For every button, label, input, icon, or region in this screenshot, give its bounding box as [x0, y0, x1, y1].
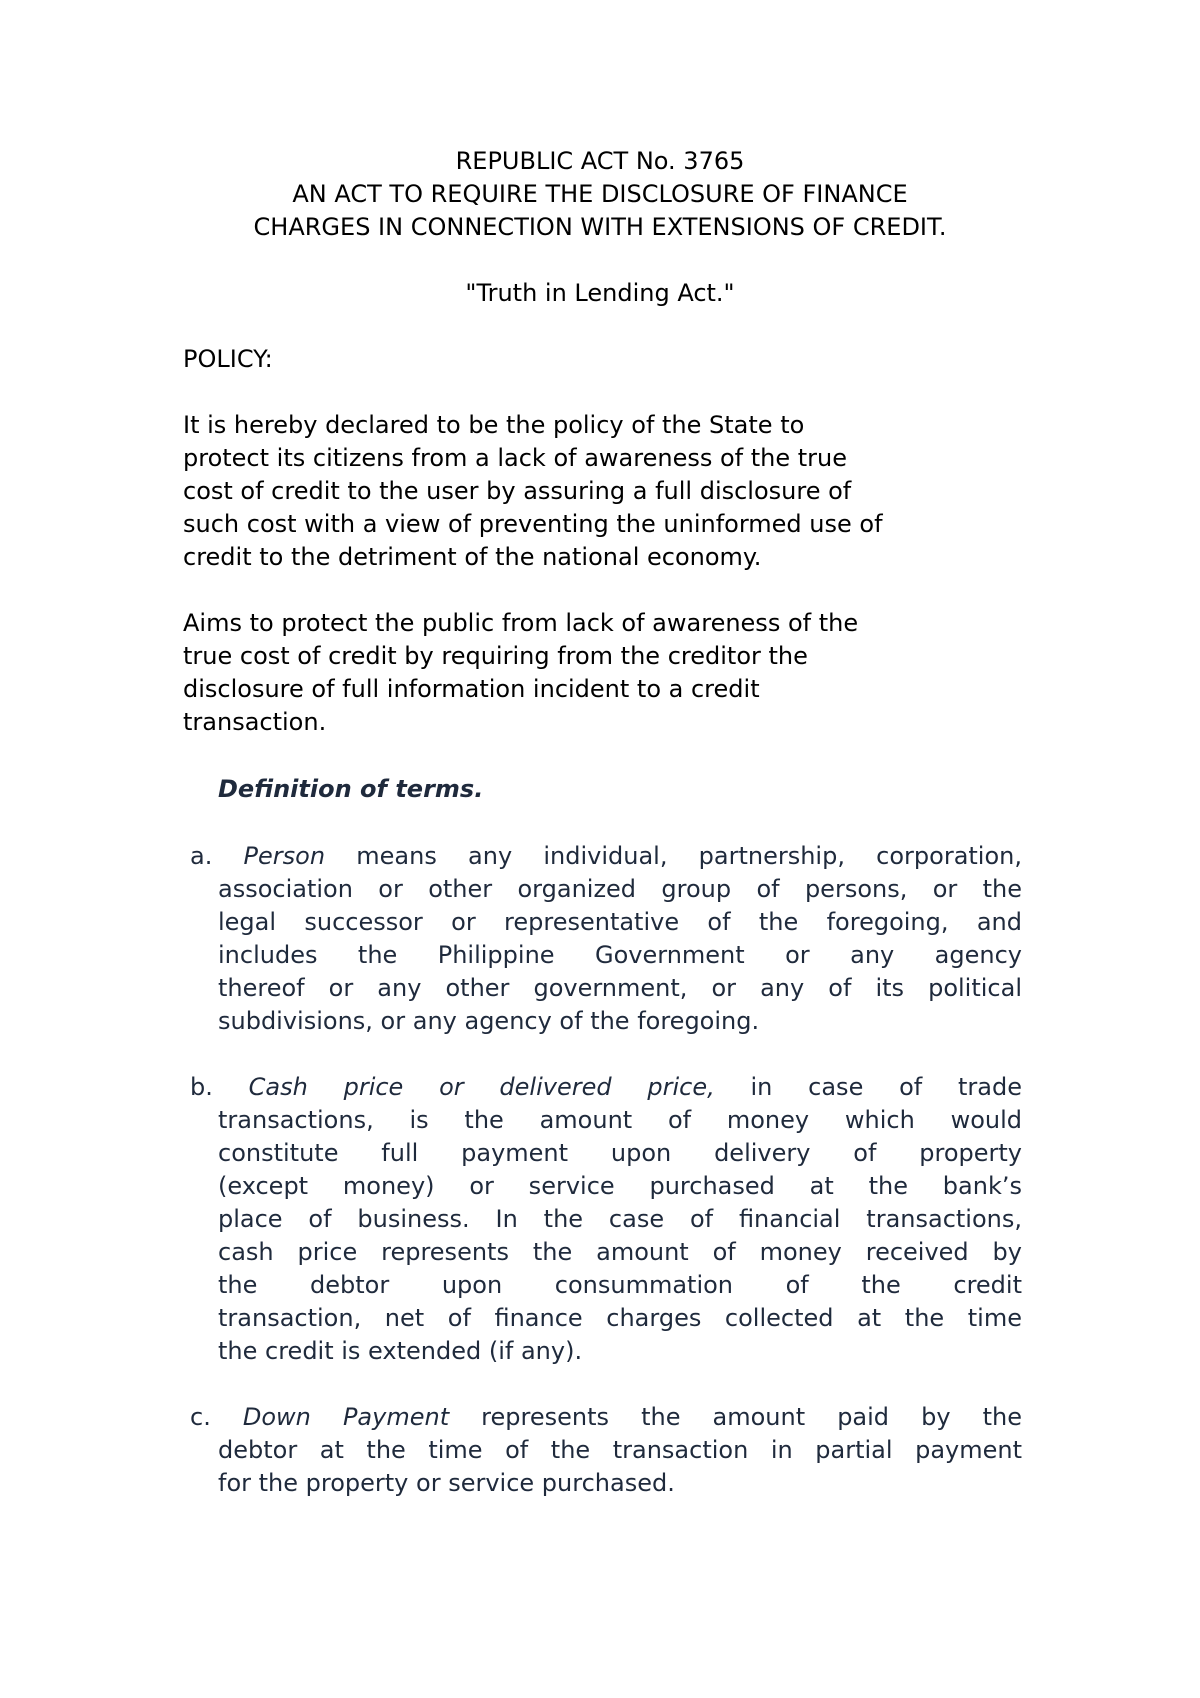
paragraph-line: cost of credit to the user by assuring a full disclosure of [183, 477, 852, 505]
definition-item-cash-price [190, 1071, 1022, 1368]
definition-line: the debtor upon consummation of the credit [218, 1271, 1022, 1299]
definition-first-line [190, 1401, 1022, 1434]
definition-text: represents the amount paid by the [449, 1403, 1022, 1431]
paragraph-line: disclosure of full information incident to a credit [183, 675, 760, 703]
paragraph-line: true cost of credit by requiring from the creditor the [183, 642, 808, 670]
act-number: REPUBLIC ACT No. 3765 [455, 147, 745, 175]
list-marker: b. [190, 1073, 249, 1101]
act-title-line-1: AN ACT TO REQUIRE THE DISCLOSURE OF FINANCE [292, 180, 908, 208]
definition-line: thereof or any other government, or any of its political [218, 974, 1022, 1002]
paragraph-line: credit to the detriment of the national economy. [183, 543, 762, 571]
aims-paragraph [183, 607, 1023, 739]
list-marker: a. [190, 842, 244, 870]
definition-line: association or other organized group of persons, or the [218, 875, 1022, 903]
paragraph-line: transaction. [183, 708, 327, 736]
definition-text: in case of trade [714, 1073, 1022, 1101]
definitions-heading: Definition of terms. [218, 775, 484, 803]
defined-term: Down Payment [242, 1403, 450, 1431]
paragraph-line: such cost with a view of preventing the uninformed use of [183, 510, 883, 538]
list-marker: c. [190, 1403, 243, 1431]
act-title-line-2: CHARGES IN CONNECTION WITH EXTENSIONS OF CREDIT. [253, 213, 947, 241]
definition-line: cash price represents the amount of money received by [218, 1238, 1022, 1266]
paragraph-line: Aims to protect the public from lack of awareness of the [183, 609, 859, 637]
definition-first-line [190, 1071, 1022, 1104]
definition-line: includes the Philippine Government or any agency [218, 941, 1022, 969]
paragraph-line: protect its citizens from a lack of awareness of the true [183, 444, 847, 472]
definition-line: transaction, net of finance charges collected at the time [218, 1304, 1022, 1332]
definition-item-person [190, 840, 1022, 1038]
definition-line: subdivisions, or any agency of the foregoing. [218, 1007, 760, 1035]
defined-term: Person [243, 842, 326, 870]
defined-term: Cash price or delivered price, [248, 1073, 715, 1101]
definition-item-down-payment [190, 1401, 1022, 1500]
definition-text: means any individual, partnership, corporation, [325, 842, 1022, 870]
short-title: "Truth in Lending Act." [465, 279, 735, 307]
definition-first-line [190, 840, 1022, 873]
definition-line: transactions, is the amount of money which would [218, 1106, 1022, 1134]
policy-paragraph [183, 409, 1023, 574]
paragraph-line: It is hereby declared to be the policy of the State to [183, 411, 805, 439]
definition-line: (except money) or service purchased at the bank’s [218, 1172, 1022, 1200]
definition-line: the credit is extended (if any). [218, 1337, 583, 1365]
definition-line: for the property or service purchased. [218, 1469, 675, 1497]
policy-heading: POLICY: [183, 345, 273, 373]
definition-line: constitute full payment upon delivery of property [218, 1139, 1022, 1167]
definition-line: legal successor or representative of the foregoing, and [218, 908, 1022, 936]
act-header [0, 145, 1200, 244]
definition-line: debtor at the time of the transaction in partial payment [218, 1436, 1022, 1464]
definition-line: place of business. In the case of financial transactions, [218, 1205, 1022, 1233]
